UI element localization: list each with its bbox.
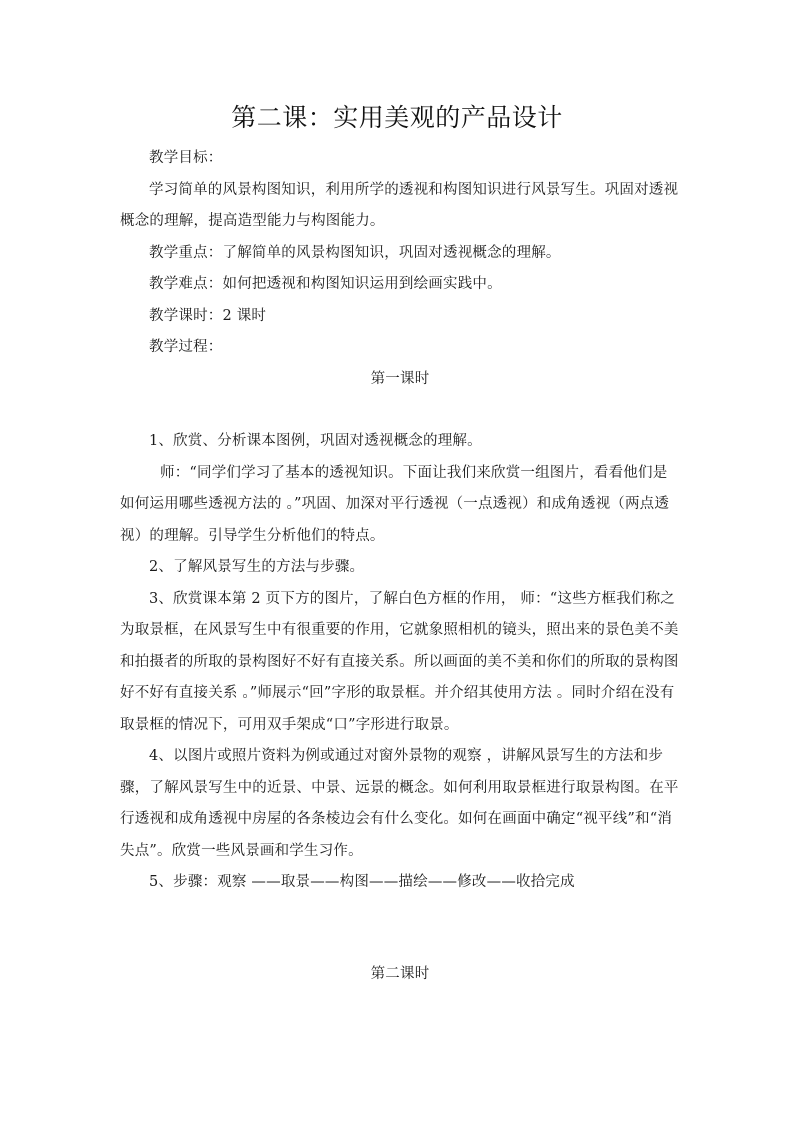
lesson-1-item: 3、欣赏课本第 2 页下方的图片，了解白色方框的作用， 师：“这些方框我们称之为取景框，在风景写生中有很重要的作用，它就象照相机的镜头，照出来的景色美不美和拍摄者的所取的景构图好不好有直接关系。所以画面的美不美和你们的所取的景构图好不好有直接关系 。”师展示“回”字形的取景框。并介绍其使用方法 。同时介绍在没有取景框的情况下，可用双手架成“口”字形进行取景。	[120, 590, 679, 733]
key-point-paragraph: 教学重点：了解简单的风景构图知识，巩固对透视概念的理解。	[149, 244, 561, 261]
lesson-2-heading: 第二课时	[370, 965, 430, 982]
process-label: 教学过程：	[149, 339, 223, 355]
lesson-1-item: 4、以图片或照片资料为例或通过对窗外景物的观察 ，讲解风景写生的方法和步骤，了解风景写生中的近景、中景、远景的概念。如何利用取景框进行取景构图。在平行透视和成角透视中房屋的各条棱边会有什么变化。如何在画面中确定“视平线”和“消失点”。欣赏一些风景画和学生习作。	[120, 748, 679, 859]
document-body	[120, 143, 680, 990]
lesson-1-heading: 第一课时	[370, 370, 430, 387]
lesson-1-item: 5、步骤：观察 ——取景——构图——描绘——修改——收拾完成	[149, 874, 575, 890]
spacer	[120, 899, 680, 959]
lesson-1-item: 2、了解风景写生的方法与步骤。	[149, 559, 365, 575]
lesson-1-item: 1、欣赏、分析课本图例，巩固对透视概念的理解。	[149, 433, 482, 449]
objectives-label: 教学目标：	[149, 150, 223, 166]
spacer	[120, 395, 680, 426]
objectives-paragraph: 学习简单的风景构图知识，利用所学的透视和构图知识进行风景写生。巩固对透视概念的理解，提高造型能力与构图能力。	[120, 181, 679, 229]
document-title: 第二课：实用美观的产品设计	[231, 103, 563, 132]
class-hours-paragraph: 教学课时：2 课时	[149, 307, 267, 324]
difficulty-paragraph: 教学难点：如何把透视和构图知识运用到绘画实践中。	[149, 276, 502, 292]
lesson-1-item: 师：“同学们学习了基本的透视知识。下面让我们来欣赏一组图片，看看他们是如何运用哪些透视方法的 。”巩固、加深对平行透视（一点透视）和成角透视（两点透视）的理解。引导学生分析他们的特点。	[120, 464, 670, 544]
